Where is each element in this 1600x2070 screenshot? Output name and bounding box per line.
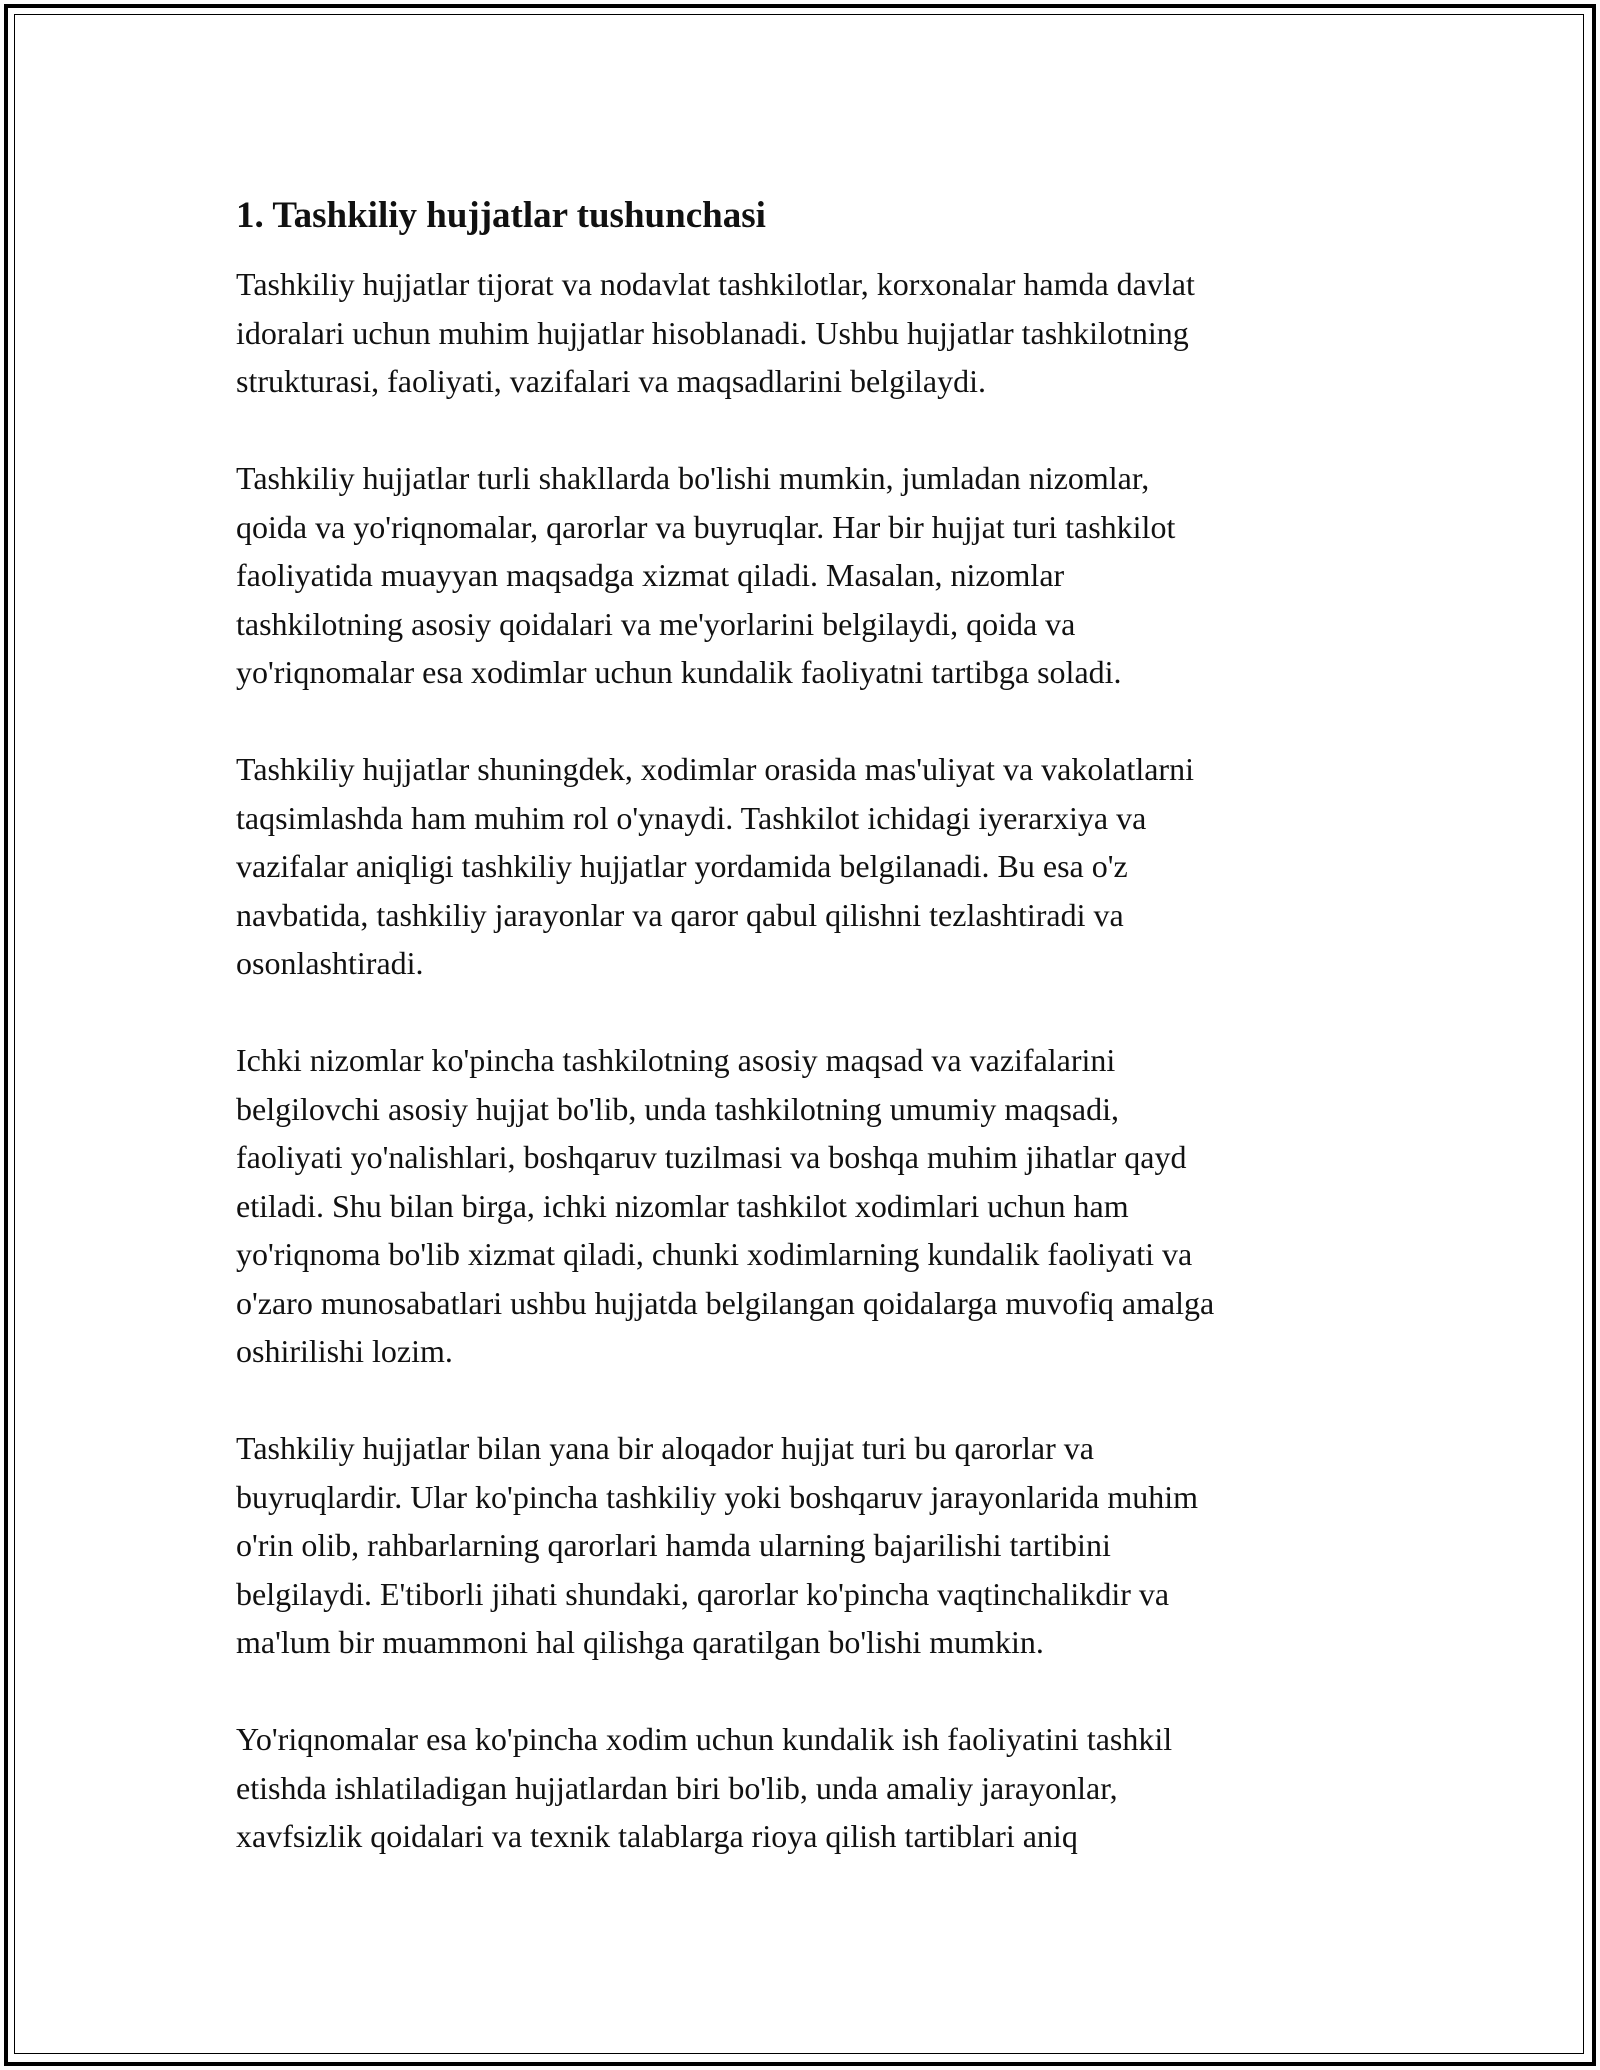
paragraph-2 [236,454,1386,697]
text-line: Tashkiliy hujjatlar turli shakllarda bo'lishi mumkin, jumladan nizomlar, [236,460,1150,496]
section-heading: 1. Tashkiliy hujjatlar tushunchasi [236,195,766,236]
text-line: belgilaydi. E'tiborli jihati shundaki, qarorlar ko'pincha vaqtinchalikdir va [236,1575,1170,1612]
text-line: o'zaro munosabatlari ushbu hujjatda belgilangan qoidalarga muvofiq amalga [236,1284,1215,1321]
text-line: etiladi. Shu bilan birga, ichki nizomlar tashkilot xodimlari uchun ham [236,1187,1129,1224]
text-line: qoida va yo'riqnomalar, qarorlar va buyruqlar. Har bir hujjat turi tashkilot [236,508,1176,545]
text-line: vazifalar aniqligi tashkiliy hujjatlar yordamida belgilanadi. Bu esa o'z [236,848,1128,884]
text-line: yo'riqnomalar esa xodimlar uchun kundalik faoliyatni tartibga soladi. [236,654,1122,690]
text-line: tashkilotning asosiy qoidalari va me'yorlarini belgilaydi, qoida va [236,605,1076,642]
text-line: oshirilishi lozim. [236,1333,453,1369]
text-line: navbatida, tashkiliy jarayonlar va qaror qabul qilishni tezlashtiradi va [236,896,1124,933]
text-line: ma'lum bir muammoni hal qilishga qaratilgan bo'lishi mumkin. [236,1624,1044,1660]
text-line: Yo'riqnomalar esa ko'pincha xodim uchun kundalik ish faoliyatini tashkil [236,1721,1173,1757]
text-line: Tashkiliy hujjatlar tijorat va nodavlat tashkilotlar, korxonalar hamda davlat [236,266,1195,302]
paragraph-5 [236,1424,1386,1667]
text-line: yo'riqnoma bo'lib xizmat qiladi, chunki xodimlarning kundalik faoliyati va [236,1236,1193,1272]
paragraph-4 [236,1036,1386,1376]
text-line: o'rin olib, rahbarlarning qarorlari hamda ularning bajarilishi tartibini [236,1527,1111,1563]
text-line: etishda ishlatiladigan hujjatlardan biri bo'lib, unda amaliy jarayonlar, [236,1769,1118,1806]
paragraph-6 [236,1715,1386,1861]
document-body [236,186,1386,1909]
text-line: strukturasi, faoliyati, vazifalari va maqsadlarini belgilaydi. [236,363,986,399]
text-line: Ichki nizomlar ko'pincha tashkilotning asosiy maqsad va vazifalarini [236,1042,1116,1078]
text-line: belgilovchi asosiy hujjat bo'lib, unda tashkilotning umumiy maqsadi, [236,1090,1120,1127]
text-line: Tashkiliy hujjatlar shuningdek, xodimlar orasida mas'uliyat va vakolatlarni [236,751,1194,787]
text-line: faoliyatida muayyan maqsadga xizmat qiladi. Masalan, nizomlar [236,557,1065,593]
text-line: Tashkiliy hujjatlar bilan yana bir aloqador hujjat turi bu qarorlar va [236,1430,1094,1466]
text-line: faoliyati yo'nalishlari, boshqaruv tuzilmasi va boshqa muhim jihatlar qayd [236,1139,1187,1175]
text-line: osonlashtiradi. [236,945,424,981]
text-line: taqsimlashda ham muhim rol o'ynaydi. Tashkilot ichidagi iyerarxiya va [236,799,1147,836]
text-line: xavfsizlik qoidalari va texnik talablarga rioya qilish tartiblari aniq [236,1818,1078,1854]
text-line: idoralari uchun muhim hujjatlar hisoblanadi. Ushbu hujjatlar tashkilotning [236,314,1189,351]
paragraph-3 [236,745,1386,988]
text-line: buyruqlardir. Ular ko'pincha tashkiliy yoki boshqaruv jarayonlarida muhim [236,1478,1198,1515]
paragraph-1 [236,260,1386,406]
paragraph-list [236,260,1386,1861]
